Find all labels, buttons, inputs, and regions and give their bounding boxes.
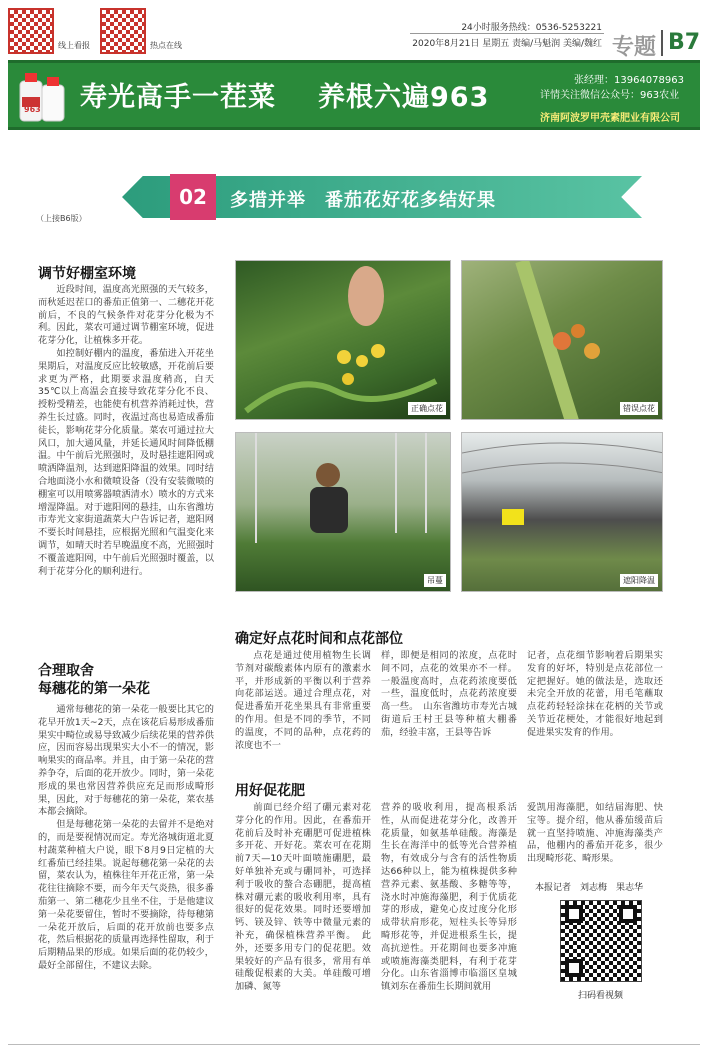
ad-banner: [8, 60, 700, 130]
qr-label-hot-online: 热点在线: [150, 41, 182, 50]
banner-wechat: 详情关注微信公众号：963农业: [540, 90, 680, 101]
sec2-title: 合理取舍: [38, 663, 94, 679]
banner-title-left: 寿光高手一茬菜: [80, 82, 276, 113]
sec3-col1: [235, 650, 371, 752]
header-divider: [410, 33, 604, 34]
page-number: B7: [668, 30, 701, 55]
headline-title: 多措并举 番茄花好花多结好果: [230, 190, 496, 211]
sec1-title: 调节好棚室环境: [38, 266, 136, 282]
byline: 本报记者 刘志梅 果志华: [535, 883, 644, 893]
section-label: 专题: [612, 35, 657, 60]
qr-corner: [565, 905, 583, 923]
photo-caption: 吊蔓: [424, 574, 446, 587]
product-bottle-image: [14, 67, 70, 123]
section-divider: [661, 30, 663, 56]
sec2-body: [38, 704, 214, 973]
photo-caption: 正确点花: [408, 402, 446, 415]
sec4-col1: [235, 802, 371, 994]
sec3-col1-text: 点花是通过使用植物生长调节剂对碳酸素体内原有的激素水平，并形成新的平衡以利于营养向花部运送。通过合理点花，对促进番茄开花坐果具有非常重要的作用。但是不同的季节，不同的温度，不同的品种，点花药的浓度也不一: [235, 650, 371, 751]
photo-correct-pollination: [235, 260, 451, 420]
sec1-body: [38, 284, 214, 578]
qr-code-hot-online[interactable]: [100, 8, 146, 54]
sec4-col3-text: 爱凯用海藻肥，如结届海肥、快宝等。提介绍，他从番茄缓苗后就一直坚持喷施、冲施海藻类产品，他棚内的番茄开花多，很少出现畸形花、畸形果。: [527, 802, 663, 865]
photo-wrong-pollination: [461, 260, 663, 420]
sec3-col2-text: 样，即便是相同的浓度，点花时间不同，点花的效果亦不一样。一般温度高时，点花药浓度要低一些，温度低时，点花药浓度要高一些。 山东省潍坊市寿光古城街道后王村王县等种植大棚番茄，经验丰富，王县等告诉: [381, 650, 517, 738]
sec3-col2: [381, 650, 517, 740]
sec4-title: 用好促花肥: [235, 783, 305, 799]
sec4-col2: [381, 802, 517, 994]
sec2-subtitle: 每穗花的第一朵花: [38, 681, 150, 697]
sec3-title: 确定好点花时间和点花部位: [235, 631, 403, 647]
dateline: 2020年8月21日 星期五 责编/马魁润 美编/魏红: [412, 39, 602, 49]
qr-label-read-online: 线上看报: [58, 41, 90, 50]
sec4-col2-text: 营养的吸收利用，提高根系活性，从而促进花芽分化，改善开花质量，如氨基单硅酸。海藻是生长在海洋中的低等光合营养植物，有效成分与含有的活性物质达66种以上，能为植株提供多种营养元素、氨基酸、多糖等等，浇水时冲施海藻肥，利于优质花芽的形成，避免心皮过度分化形成带状肩形花，短柱头长等异形畸形花等，并促进根系生长，提高抗逆性。开花期间也要多冲施或喷施海藻类肥料，有利于花芽分化。山东省淄博市临淄区皇城镇刘东在番茄生长期间就用: [381, 802, 517, 993]
bottom-rule: [8, 1044, 700, 1045]
photo-caption: 遮阳降温: [620, 574, 658, 587]
hotline: 24小时服务热线：0536-5253221: [461, 23, 602, 33]
banner-contact: 张经理：13964078963: [574, 75, 684, 86]
continued-note: （上接B6版）: [36, 214, 87, 223]
qr-corner: [619, 905, 637, 923]
sec2-para: 通常每穗花的第一朵花一般要比其它的花早开放1天~2天，点在该花后易形成番茄果实中畸位或易导致减少后续花果的营养供应，因而容易出现果实大小不一的情况，影响果实的商品率。并且，由于第一朵花的营养争夺，后面的花开放少。同时，第一朵花形成的果也常因营养供应充足而形成畸形果，因此，对于每穗花的第一朵花，菜农基本都会摘除。: [38, 704, 214, 818]
banner-title-right: 养根六遍963: [318, 82, 490, 113]
bottle-label: 963: [24, 105, 41, 114]
sec3-col3-text: 记者，点花细节影响着后期果实发育的好坏，特别是点花部位一定把握好。她的做法是，选取还未完全开放的花蕾，用毛笔蘸取点花药轻轻涂抹在花柄的关节或关节近花梗处，才能很好地起到促进果实发育的作用。: [527, 650, 663, 738]
sec3-col3: [527, 650, 663, 740]
qr-corner: [565, 959, 583, 977]
sec2-para: 但是每穗花第一朵花的去留并不是绝对的，而是要视情况而定。寿光洛城街道北夏村蔬菜种植大户说，眼下8月9日定植的大红番茄已经挂果。说起每穗花第一朵花的去留，菜农认为，植株往年开花正常，第一朵花往往摘除不要，而今年天气炎热，很多番茄第一、第二穗花少且坐不住，于是他建议第一朵花要留住，暂时不要摘除，待每穗第一朵花开放后，后面的花开放前也要多点花，然后根据花的质量再选择性留取，利于后期精品果的形成。如果后面的花仍较少，最好全部留住，不建议去除。: [38, 819, 214, 971]
headline-number: 02: [170, 174, 216, 220]
sec1-para: 近段时间，温度高光照强的天气较多，而秋延迟茬口的番茄正值第一、二穗花开花前后，不良的气候条件对花芽分化极为不利。因此，菜农可通过调节棚室环境，促进花芽分化，让植株多开花。: [38, 284, 214, 347]
photo-hanging-vines: [235, 432, 451, 592]
video-qr-caption: 扫码看视频: [578, 991, 624, 1001]
banner-company: 济南阿波罗甲壳素肥业有限公司: [540, 113, 680, 124]
qr-code-read-online[interactable]: [8, 8, 54, 54]
sec4-col1-text: 前面已经介绍了硼元素对花芽分化的作用。因此，在番茄开花前后及时补充硼肥可促进植株多开花、开好花。菜农可在花期前7天—10天叶面喷施硼肥，最好单独补充或与硼同补，可选择利于吸收的螯合态硼肥，提高植株对硼元素的吸收利用率，具有很好的促花效果。同时还要增加钙、镁及锌、铁等中微量元素的补充，确保植株营养平衡。 此外，还要多用专门的促花肥。效果较好的产品有很多，常用有单硅酸促根素的大美。单硅酸可增加磷、氮等: [235, 802, 371, 993]
photo-shade-cooling: [461, 432, 663, 592]
video-qr-code[interactable]: [560, 900, 642, 982]
photo-caption: 错误点花: [620, 402, 658, 415]
sec4-col3: [527, 802, 663, 866]
sec1-para: 如控制好棚内的温度，番茄进入开花坐果期后，对温度反应比较敏感，开花前后要求更为严格，此期要求温度稍高，白天35℃以上高温会直接导致花芽分化不良、授粉受精差，也能使有机营养消耗过快，营养生长过盛。同时，夜温过高也易造成番茄徒长，影响花芽分化质量。菜农可通过拉大风口，加大通风量，并延长通风时间降低棚温。中午前后光照强时，及时悬挂遮阳网或喷洒降温剂，达到遮阳降温的效果。同时结合地面浇小水和微喷设备（没有安装微喷的棚室可以用喷雾器喷洒清水）喷水的方式来增湿降温。对于遮阳网的悬挂，山东省潍坊市寿光文家街道蔬菜大户告诉记者，遮阳网不要长时间悬挂，应根据光照和气温变化来调节，如晴天时若早晚温度不高，光照强时不覆盖遮阳网，中午前后光照强时覆盖，以利于花芽分化的顺利进行。: [38, 347, 214, 577]
